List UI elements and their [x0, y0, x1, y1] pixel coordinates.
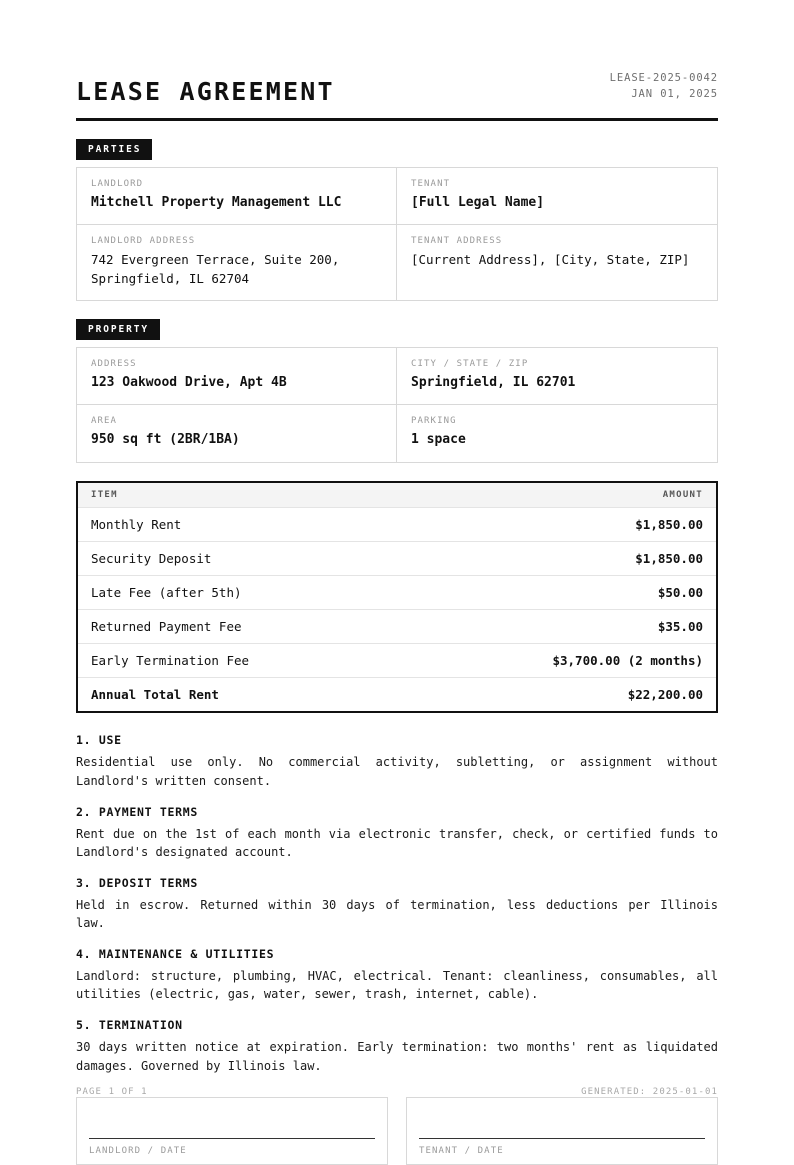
cell-item: Annual Total Rent [91, 687, 219, 703]
cell-amount: $1,850.00 [635, 551, 703, 567]
document-footer [76, 1087, 718, 1097]
clause-termination [76, 1018, 718, 1075]
cell-amount: $3,700.00 (2 months) [552, 653, 703, 669]
clause-title: 2. PAYMENT TERMS [76, 804, 198, 819]
field-value: 742 Evergreen Terrace, Suite 200, Springfield, IL 62704 [91, 252, 340, 286]
cell-item: Late Fee (after 5th) [91, 585, 242, 601]
table-header-row [77, 482, 717, 508]
clause-body: Rent due on the 1st of each month via electronic transfer, check, or certified funds to Landlord's designated account. [76, 826, 718, 860]
clause-body: 30 days written notice at expiration. Early termination: two months' rent as liquidated damages. Governed by Illinois law. [76, 1040, 718, 1073]
clause-title: 5. TERMINATION [76, 1018, 183, 1033]
clause-body: Landlord: structure, plumbing, HVAC, electrical. Tenant: cleanliness, consumables, all utilities (electric, gas, water, sewer, trash, internet, cable). [76, 968, 718, 1002]
column-header-amount: AMOUNT [404, 482, 717, 508]
parties-cell-landlord [77, 168, 397, 226]
cell-item: Early Termination Fee [91, 653, 250, 669]
clause-body: Held in escrow. Returned within 30 days of termination, less deductions per Illinois law. [76, 897, 718, 931]
field-value: 950 sq ft (2BR/1BA) [91, 432, 240, 448]
amounts-table [76, 481, 718, 713]
clause-title: 3. DEPOSIT TERMS [76, 875, 198, 890]
amounts-table-body [77, 508, 717, 713]
field-value: [Current Address], [City, State, ZIP] [411, 252, 690, 268]
property-cell-address [77, 348, 397, 406]
table-row [77, 576, 717, 610]
clause-title: 4. MAINTENANCE & UTILITIES [76, 946, 275, 961]
document-reference: LEASE-2025-0042 [609, 72, 718, 84]
field-label: LANDLORD [91, 178, 144, 189]
signature-line [419, 1137, 705, 1139]
field-value: [Full Legal Name] [411, 194, 545, 210]
table-row [77, 508, 717, 542]
clause-use [76, 733, 718, 790]
page-number: PAGE 1 OF 1 [76, 1087, 148, 1097]
clause-payment-terms [76, 805, 718, 862]
parties-cell-landlord-address [77, 225, 397, 299]
amounts-table-head [77, 482, 717, 508]
document-date: JAN 01, 2025 [631, 88, 718, 101]
clause-deposit-terms [76, 876, 718, 933]
signature-box-tenant[interactable] [406, 1097, 718, 1165]
clause-body: Residential use only. No commercial activity, subletting, or assignment without Landlord's written consent. [76, 755, 718, 788]
section-badge-property: PROPERTY [76, 319, 160, 340]
property-cell-area [77, 405, 397, 462]
table-row [77, 542, 717, 576]
field-label: TENANT ADDRESS [411, 236, 503, 247]
field-label: PARKING [411, 416, 457, 427]
field-value: Mitchell Property Management LLC [91, 194, 342, 210]
field-label: CITY / STATE / ZIP [411, 358, 529, 369]
signature-line [89, 1137, 375, 1139]
field-value: Springfield, IL 62701 [411, 374, 576, 390]
clause-maintenance-utilities [76, 947, 718, 1004]
table-row-total [77, 678, 717, 713]
parties-cell-tenant-address [397, 225, 717, 299]
property-cell-city-state-zip [397, 348, 717, 406]
signature-label: LANDLORD / DATE [89, 1146, 187, 1157]
signature-label: TENANT / DATE [419, 1146, 504, 1157]
property-grid [76, 347, 718, 464]
signature-box-landlord[interactable] [76, 1097, 388, 1165]
cell-amount: $35.00 [657, 619, 703, 635]
field-label: ADDRESS [91, 358, 137, 369]
cell-item: Returned Payment Fee [91, 619, 242, 635]
clauses-section [76, 733, 718, 1075]
field-value: 123 Oakwood Drive, Apt 4B [91, 374, 287, 390]
cell-amount: $50.00 [657, 585, 703, 601]
cell-item: Monthly Rent [91, 517, 182, 533]
table-row [77, 644, 717, 678]
parties-grid [76, 167, 718, 301]
document-header [76, 70, 718, 121]
field-label: AREA [91, 416, 118, 427]
generated-timestamp: GENERATED: 2025-01-01 [581, 1087, 718, 1097]
cell-item: Security Deposit [91, 551, 212, 567]
field-label: LANDLORD ADDRESS [91, 236, 196, 247]
cell-amount: $1,850.00 [635, 517, 703, 533]
cell-amount: $22,200.00 [627, 687, 703, 703]
field-value: 1 space [411, 432, 466, 448]
column-header-item: ITEM [77, 482, 404, 508]
clause-title: 1. USE [76, 733, 122, 748]
section-badge-parties: PARTIES [76, 139, 152, 160]
table-row [77, 610, 717, 644]
parties-cell-tenant [397, 168, 717, 226]
document-meta [610, 70, 718, 106]
property-cell-parking [397, 405, 717, 462]
page-title: LEASE AGREEMENT [76, 77, 335, 107]
field-label: TENANT [411, 178, 451, 189]
signature-section [76, 1097, 718, 1165]
